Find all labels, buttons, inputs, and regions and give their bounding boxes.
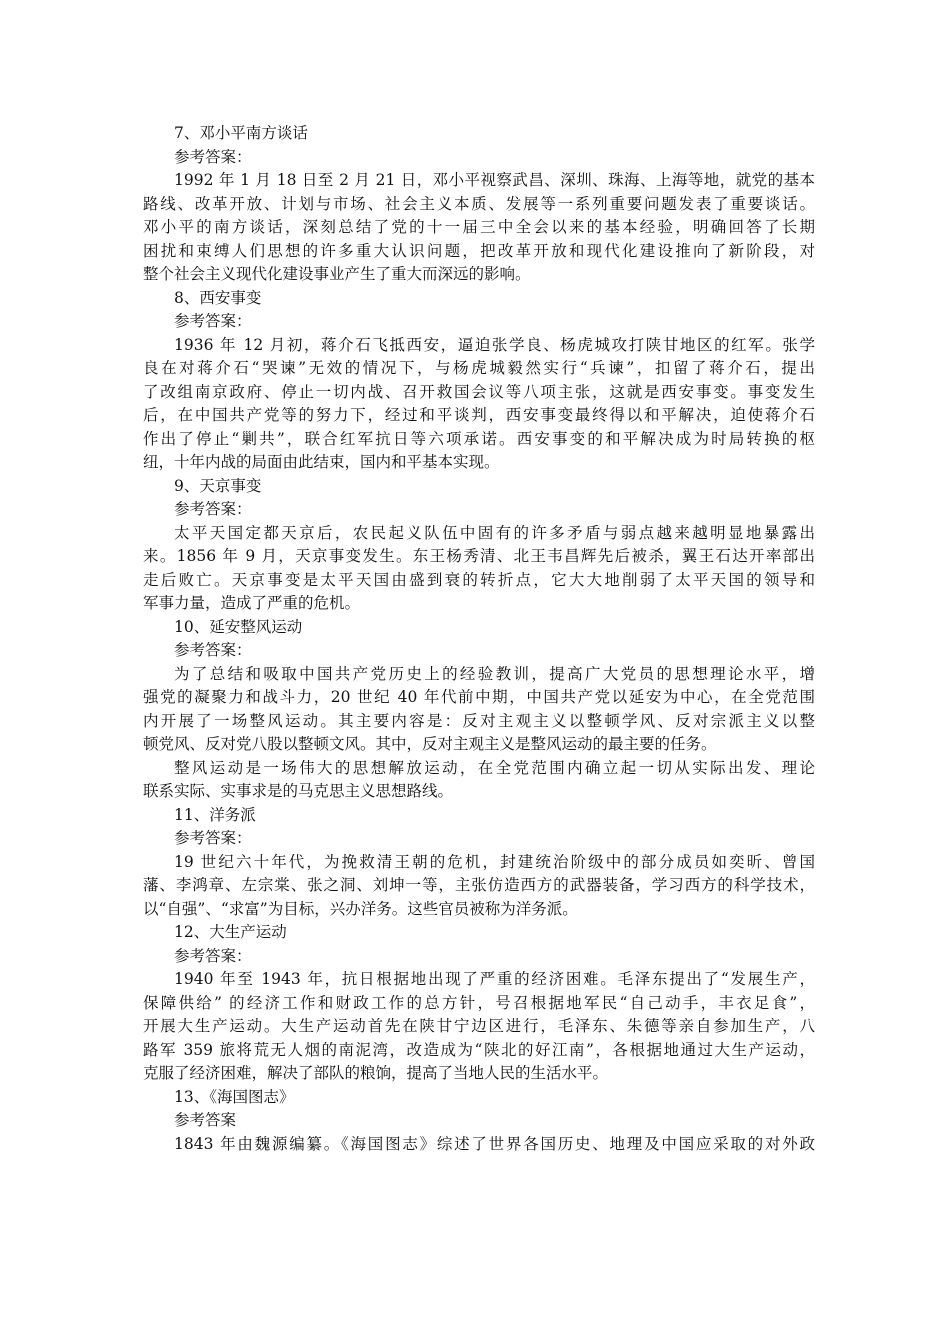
section-heading: 10、延安整风运动 — [174, 617, 303, 636]
section-heading: 13、《海国图志》 — [174, 1087, 295, 1106]
text-line: 为了总结和吸取中国共产党历史上的经验教训，提高广大党员的思想理论水平，增 — [174, 664, 815, 683]
text-line: 联系实际、实事求是的马克思主义思想路线。 — [143, 782, 454, 800]
text-line: 藩、李鸿章、左宗棠、张之洞、刘坤一等，主张仿造西方的武器装备，学习西方的科学技术， — [143, 876, 815, 894]
section — [143, 287, 815, 475]
section — [143, 804, 815, 922]
text-line: 以“自强”、“求富”为目标，兴办洋务。这些官员被称为洋务派。 — [143, 899, 578, 918]
section — [143, 616, 815, 804]
section — [143, 1086, 815, 1157]
text-line: 顿党风、反对党八股以整顿文风。其中，反对主观主义是整风运动的最主要的任务。 — [143, 735, 717, 753]
section-heading: 9、天京事变 — [174, 476, 262, 495]
text-line: 1936 年 12 月初，蒋介石飞抵西安，逼迫张学良、杨虎城攻打陕甘地区的红军。张学 — [174, 335, 815, 354]
text-line: 路线、改革开放、计划与市场、社会主义本质、发展等一系列重要问题发表了重要谈话。 — [143, 194, 815, 213]
section — [143, 122, 815, 287]
text-line: 1992 年 1 月 18 日至 2 月 21 日，邓小平视察武昌、深圳、珠海、上海等地，就党的基本 — [174, 171, 815, 189]
text-line: 19 世纪六十年代，为挽救清王朝的危机，封建统治阶级中的部分成员如奕昕、曾国 — [174, 852, 815, 871]
text-line: 路军 359 旅将荒无人烟的南泥湾，改造成为“陕北的好江南”，各根据地通过大生产运动， — [143, 1040, 815, 1059]
text-line: 军事力量，造成了严重的危机。 — [143, 594, 361, 612]
document-body — [143, 122, 815, 1156]
text-line: 来。1856 年 9 月，天京事变发生。东王杨秀清、北王韦昌辉先后被杀，翼王石达开率部出 — [143, 547, 815, 565]
section — [143, 475, 815, 616]
section-heading: 11、洋务派 — [174, 805, 256, 824]
text-line: 良在对蒋介石“哭谏”无效的情况下，与杨虎城毅然实行“兵谏”，扣留了蒋介石，提出 — [143, 359, 815, 377]
text-line: 走后败亡。天京事变是太平天国由盛到衰的转折点，它大大地削弱了太平天国的领导和 — [143, 570, 815, 589]
answer-label: 参考答案： — [174, 641, 252, 659]
section — [143, 921, 815, 1086]
text-line: 作出了停止“剿共”，联合红军抗日等六项承诺。西安事变的和平解决成为时局转换的枢 — [143, 429, 815, 448]
text-line: 保障供给” 的经济工作和财政工作的总方针，号召根据地军民“自己动手，丰衣足食”， — [143, 993, 815, 1012]
text-line: 纽，十年内战的局面由此结束，国内和平基本实现。 — [143, 453, 500, 471]
text-line: 强党的凝聚力和战斗力，20 世纪 40 年代前中期，中国共产党以延安为中心，在全党范围 — [143, 688, 815, 706]
text-line: 1940 年至 1943 年，抗日根据地出现了严重的经济困难。毛泽东提出了“发展生产， — [174, 970, 815, 988]
text-line: 了改组南京政府、停止一切内战、召开救国会议等八项主张，这就是西安事变。事变发生 — [143, 382, 815, 401]
answer-label: 参考答案： — [174, 147, 252, 166]
text-line: 开展大生产运动。大生产运动首先在陕甘宁边区进行，毛泽东、朱德等亲自参加生产，八 — [143, 1017, 815, 1035]
text-line: 1843 年由魏源编纂。《海国图志》综述了世界各国历史、地理及中国应采取的对外政 — [174, 1134, 815, 1153]
text-line: 整风运动是一场伟大的思想解放运动，在全党范围内确立起一切从实际出发、理论 — [174, 758, 815, 777]
text-line: 整个社会主义现代化建设事业产生了重大而深远的影响。 — [143, 265, 531, 283]
section-heading: 7、邓小平南方谈话 — [174, 124, 308, 142]
answer-label: 参考答案： — [174, 500, 252, 518]
text-line: 邓小平的南方谈话，深刻总结了党的十一届三中全会以来的基本经验，明确回答了长期 — [143, 218, 815, 236]
answer-label: 参考答案： — [174, 312, 252, 330]
text-line: 困扰和束缚人们思想的许多重大认识问题，把改革开放和现代化建设推向了新阶段，对 — [143, 241, 815, 260]
answer-label: 参考答案： — [174, 946, 252, 965]
text-line: 太平天国定都天京后，农民起义队伍中固有的许多矛盾与弱点越来越明显地暴露出 — [174, 523, 815, 542]
text-line: 内开展了一场整风运动。其主要内容是：反对主观主义以整顿学风、反对宗派主义以整 — [143, 711, 815, 730]
answer-label: 参考答案 — [174, 1111, 237, 1129]
section-heading: 12、大生产运动 — [174, 923, 287, 941]
section-heading: 8、西安事变 — [174, 288, 262, 307]
answer-label: 参考答案： — [174, 829, 252, 847]
text-line: 后，在中国共产党等的努力下，经过和平谈判，西安事变最终得以和平解决，迫使蒋介石 — [143, 406, 815, 424]
text-line: 克服了经济困难，解决了部队的粮饷，提高了当地人民的生活水平。 — [143, 1064, 609, 1082]
